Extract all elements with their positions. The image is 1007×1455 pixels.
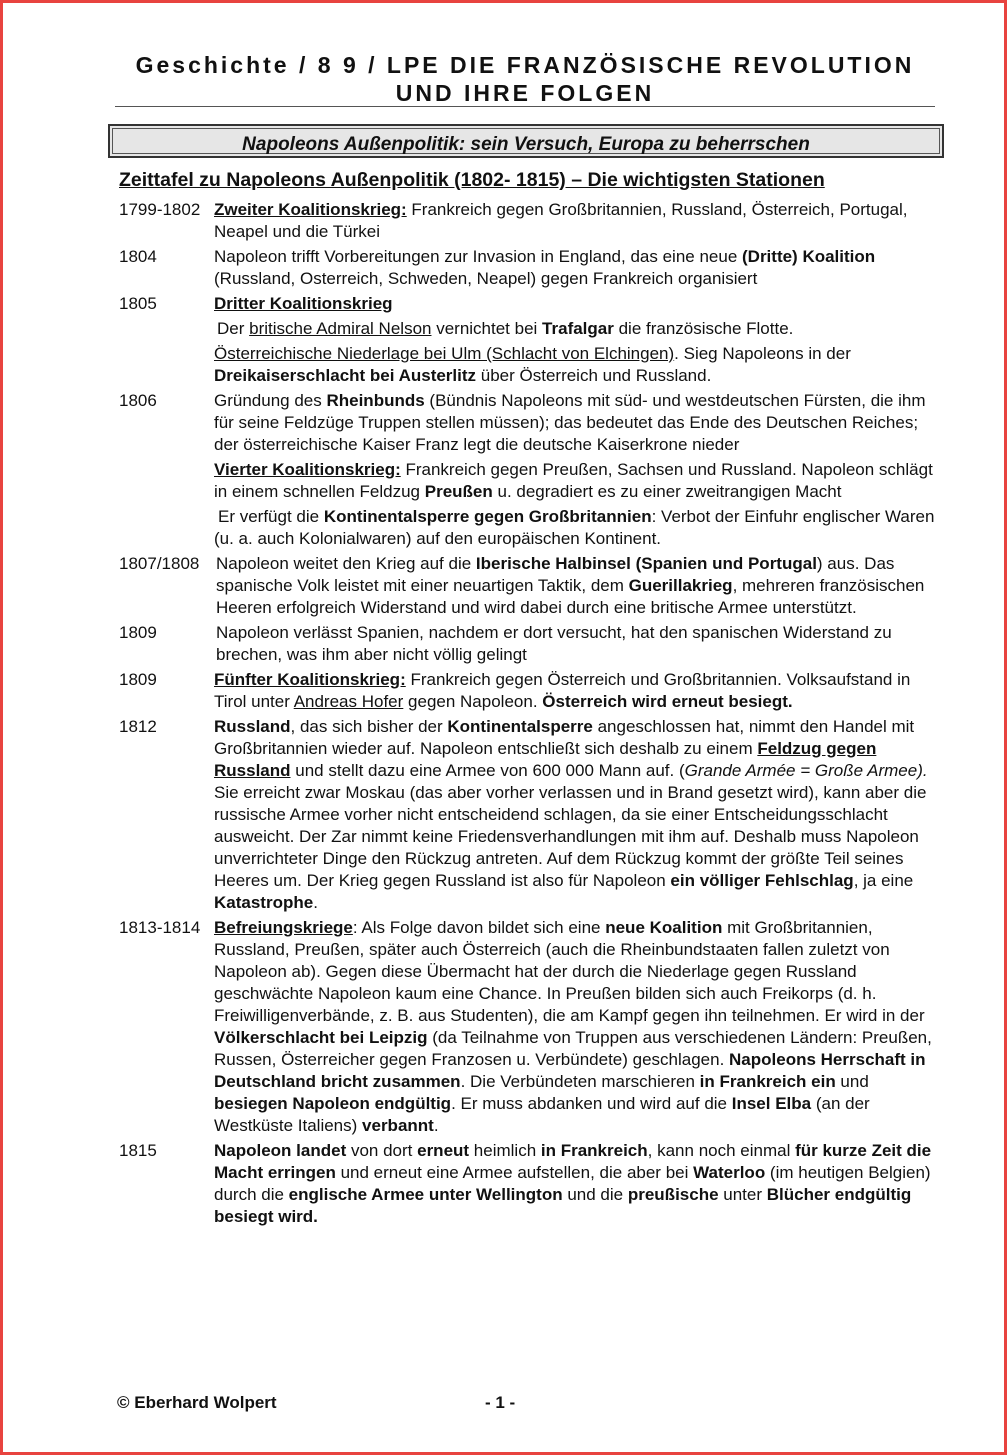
emphasis: verbannt — [362, 1116, 434, 1135]
timeline-heading: Zeittafel zu Napoleons Außenpolitik (1802- 1815) – Die wichtigsten Stationen — [119, 169, 825, 191]
timeline — [119, 199, 935, 1228]
emphasis: Napoleons Herrschaft in Deutschland bricht zusammen — [214, 1050, 926, 1091]
event-name: Vierter Koalitionskrieg: — [214, 460, 401, 479]
text-run: : Verbot der Einfuhr englischer Waren (u. a. auch Kolonialwaren) auf den europäischen Kontinent. — [214, 507, 935, 548]
timeline-entry — [119, 716, 935, 914]
entry-text — [217, 318, 935, 340]
entry-year: 1804 — [119, 247, 157, 266]
text-run: , kann noch einmal — [647, 1141, 796, 1160]
text-run: Frankreich gegen Großbritannien, Russland, Österreich, Portugal, Neapel und die Türkei — [214, 200, 908, 241]
event-name: Feldzug gegen Russland — [214, 739, 877, 780]
text-run: ) aus. Das spanische Volk leistet mit einer neuartigen Taktik, dem — [216, 554, 895, 595]
text-run: Frankreich gegen Österreich und Großbritannien. Volksaufstand in Tirol unter — [214, 670, 911, 711]
text-run: Gründung des — [214, 391, 327, 410]
text-run: angeschlossen hat, nimmt den Handel mit Großbritannien wieder auf. Napoleon entschließt sich deshalb zu einem — [214, 717, 915, 758]
emphasis: Österreich wird erneut besiegt. — [542, 692, 793, 711]
entry-text — [214, 506, 935, 550]
entry-text — [214, 343, 935, 387]
emphasis: neue Koalition — [605, 918, 723, 937]
title-box-text: Napoleons Außenpolitik: sein Versuch, Europa zu beherrschen — [242, 134, 810, 155]
emphasis: Guerillakrieg — [628, 576, 733, 595]
emphasis: in Frankreich — [540, 1141, 648, 1160]
entry-year: 1809 — [119, 623, 157, 642]
emphasis: erneut — [417, 1141, 470, 1160]
text-run: über Österreich und Russland. — [476, 366, 712, 385]
text-run: mit Großbritannien, Russland, Preußen, später auch Österreich (auch die Rheinbundstaaten fallen zuletzt von Napoleon ab). Gegen diese Übermacht hat der durch die Niederlage gegen Russland geschwächte Napoleon kaum eine Chance. In Preußen bilden sich auch Freikorps (d. h. Freiwilligenverbände, z. B. aus Studenten), die am Kampf gegen ihn teilnehmen. Er wird in der — [214, 918, 925, 1025]
emphasis: Blücher endgültig besiegt wird. — [214, 1185, 912, 1226]
text-run: Frankreich gegen Preußen, Sachsen und Russland. Napoleon schlägt in einem schnellen Feldzug — [214, 460, 933, 501]
text-run: gegen Napoleon. — [403, 692, 543, 711]
entry-year: 1806 — [119, 391, 157, 410]
emphasis: ein völliger Fehlschlag — [670, 871, 854, 890]
footer-author: © Eberhard Wolpert — [117, 1393, 277, 1412]
entry-year: 1805 — [119, 294, 157, 313]
entry-year: 1807/1808 — [119, 554, 200, 573]
text-run: Sie erreicht zwar Moskau (das aber vorher verlassen und in Brand gesetzt wird), kann aber die russische Armee vorher nicht entscheidend schlagen, da sie einer Entscheidungsschlacht ausweicht. Der Zar nimmt keine Friedensverhandlungen mit ihm auf. Deshalb muss Napoleon unverrichteter Dinge den Rückzug antreten. Auf dem Rückzug kommt der größte Teil seines Heeres um. Der Krieg gegen Russland ist also für Napoleon — [214, 783, 927, 890]
timeline-entry — [119, 390, 935, 550]
emphasis: Iberische Halbinsel (Spanien und Portugal — [475, 554, 817, 573]
text-run: vernichtet bei — [431, 319, 543, 338]
document-header — [115, 51, 935, 107]
emphasis: Kontinentalsperre — [447, 717, 593, 736]
text-run: unter — [718, 1185, 767, 1204]
emphasis: Kontinentalsperre gegen Großbritannien — [323, 507, 652, 526]
header-divider — [115, 106, 935, 107]
text-run: , ja eine — [853, 871, 914, 890]
underlined-text: Andreas Hofer — [293, 692, 404, 711]
entry-year: 1812 — [119, 717, 157, 736]
event-name: Fünfter Koalitionskrieg: — [214, 670, 406, 689]
text-run: von dort — [346, 1141, 418, 1160]
text-run: . Er muss abdanken und wird auf die — [451, 1094, 732, 1113]
italic-text: Grande Armée = Große Armee). — [684, 761, 928, 780]
text-run: . — [433, 1116, 439, 1135]
emphasis: Trafalgar — [542, 319, 614, 338]
emphasis: Rheinbunds — [326, 391, 425, 410]
emphasis: für kurze Zeit die Macht erringen — [214, 1141, 932, 1182]
text-run: u. degradiert es zu einer zweitrangigen Macht — [492, 482, 842, 501]
emphasis: Waterloo — [693, 1163, 766, 1182]
text-run: und stellt dazu eine Armee von 600 000 Mann auf. ( — [290, 761, 685, 780]
text-run: , das sich bisher der — [290, 717, 448, 736]
timeline-entry — [119, 293, 935, 387]
underlined-text: Österreichische Niederlage bei Ulm (Schlacht von Elchingen) — [214, 344, 675, 363]
text-run: Napoleon trifft Vorbereitungen zur Invasion in England, das eine neue — [214, 247, 742, 266]
emphasis: Insel Elba — [731, 1094, 812, 1113]
timeline-entry — [119, 1140, 935, 1228]
entry-year: 1815 — [119, 1141, 157, 1160]
emphasis: Russland — [214, 717, 291, 736]
header-line-1: Geschichte / 8 9 / LPE DIE FRANZÖSISCHE REVOLUTION — [135, 52, 915, 78]
entry-text — [214, 917, 935, 1137]
timeline-entry — [119, 199, 935, 243]
entry-text — [214, 246, 935, 290]
entry-text — [214, 199, 935, 243]
entry-text — [214, 716, 935, 914]
text-run: heimlich — [469, 1141, 541, 1160]
text-run: (an der Westküste Italiens) — [214, 1094, 870, 1135]
entry-year: 1799-1802 — [119, 200, 201, 219]
event-name: Befreiungskriege — [214, 918, 353, 937]
entry-year: 1809 — [119, 670, 157, 689]
event-name: Dritter Koalitionskrieg — [214, 294, 393, 313]
entry-text — [214, 1140, 935, 1228]
text-run: , mehreren französischen Heeren erfolgreich Widerstand und wird dabei durch eine britische Armee unterstützt. — [216, 576, 925, 617]
entry-text — [214, 459, 935, 503]
text-run: und erneut eine Armee aufstellen, die aber bei — [335, 1163, 694, 1182]
event-name: Zweiter Koalitionskrieg: — [214, 200, 407, 219]
text-run: die französische Flotte. — [613, 319, 794, 338]
timeline-entry — [119, 553, 935, 619]
entry-text — [214, 293, 935, 315]
underlined-text: britische Admiral Nelson — [249, 319, 432, 338]
title-box — [108, 124, 944, 158]
text-run: (Russland, Osterreich, Schweden, Neapel) gegen Frankreich organisiert — [214, 269, 758, 288]
entry-text — [214, 669, 935, 713]
header-line-2: UND IHRE FOLGEN — [395, 80, 655, 106]
emphasis: Völkerschlacht bei Leipzig — [214, 1028, 428, 1047]
text-run: und — [835, 1072, 869, 1091]
text-run: Der — [217, 319, 250, 338]
text-run: . Sieg Napoleons in der — [674, 344, 851, 363]
emphasis: Napoleon landet — [214, 1141, 347, 1160]
emphasis: Katastrophe — [214, 893, 314, 912]
text-run: . — [313, 893, 318, 912]
entry-year: 1813-1814 — [119, 918, 201, 937]
text-run: (da Teilnahme von Truppen aus verschiedenen Ländern: Preußen, Russen, Österreicher gegen Franzosen u. Verbündete) geschlagen. — [214, 1028, 932, 1069]
text-run: . Die Verbündeten marschieren — [460, 1072, 700, 1091]
text-run: (Bündnis Napoleons mit süd- und westdeutschen Fürsten, die ihm für seine Feldzüge Truppen stellen müssen); das bedeutet das Ende des Deutschen Reiches; der österreichische Kaiser Franz legt die deutsche Kaiserkrone nieder — [214, 391, 926, 454]
timeline-entry — [119, 917, 935, 1137]
timeline-entry — [119, 246, 935, 290]
emphasis: preußische — [627, 1185, 719, 1204]
timeline-entry — [119, 669, 935, 713]
text-run: Napoleon weitet den Krieg auf die — [216, 554, 476, 573]
emphasis: besiegen Napoleon endgültig — [214, 1094, 452, 1113]
text-run: (im heutigen Belgien) durch die — [214, 1163, 931, 1204]
entry-text — [216, 553, 935, 619]
emphasis: in Frankreich ein — [699, 1072, 836, 1091]
page-number: - 1 - — [485, 1393, 516, 1412]
text-run: Er verfügt die — [218, 507, 324, 526]
emphasis: Preußen — [424, 482, 493, 501]
entry-text: Napoleon verlässt Spanien, nachdem er dort versucht, hat den spanischen Widerstand zu brechen, was ihm aber nicht völlig gelingt — [216, 623, 892, 664]
emphasis: Dreikaiserschlacht bei Austerlitz — [214, 366, 477, 385]
timeline-entry — [119, 622, 935, 666]
emphasis: englische Armee unter Wellington — [288, 1185, 563, 1204]
text-run: : Als Folge davon bildet sich eine — [352, 918, 606, 937]
emphasis: (Dritte) Koalition — [742, 247, 876, 266]
entry-text — [214, 390, 935, 456]
text-run: und die — [562, 1185, 628, 1204]
